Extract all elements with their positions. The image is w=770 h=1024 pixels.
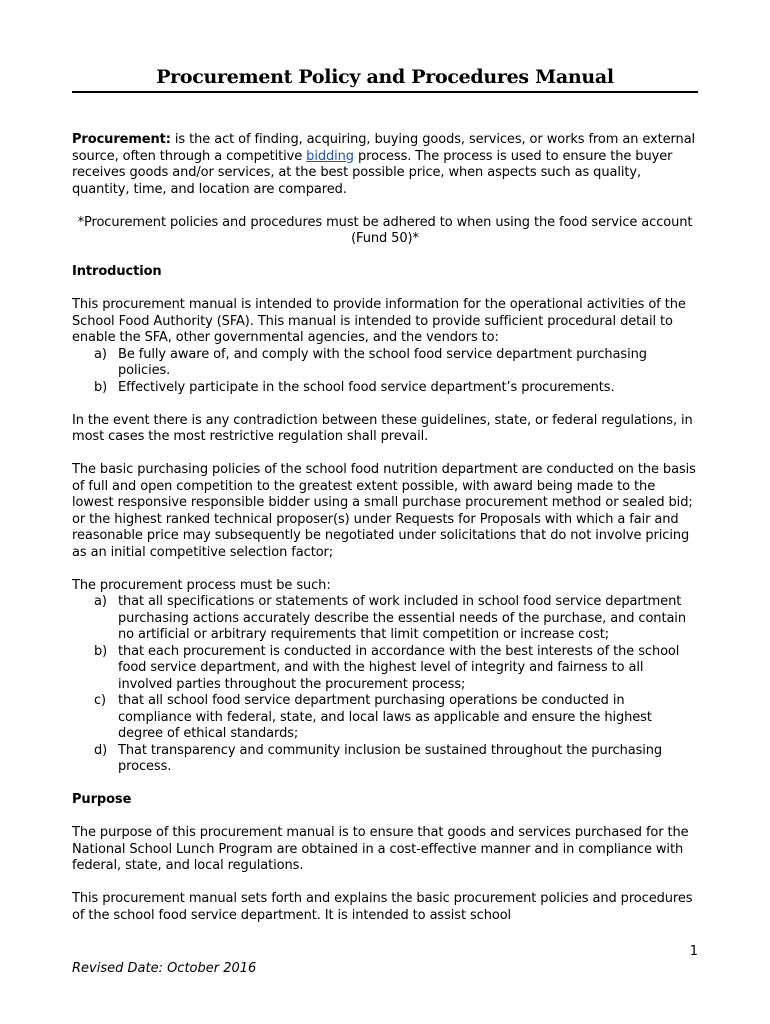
revised-date-footer: Revised Date: October 2016	[72, 961, 257, 976]
introduction-heading: Introduction	[72, 264, 162, 279]
document-title: Procurement Policy and Procedures Manual	[156, 66, 614, 88]
introduction-paragraph-2: In the event there is any contradiction between these guidelines, state, or federal regulations, in most cases the most restrictive regulation shall prevail.	[72, 412, 693, 444]
purpose-paragraph-1: The purpose of this procurement manual is to ensure that goods and services purchased for the National School Lunch Program are obtained in a cost-effective manner and in compliance with federal, state, and local regulations.	[72, 825, 689, 873]
list-item-text: Be fully aware of, and comply with the school food service department purchasing policies.	[118, 346, 647, 378]
list-marker: d)	[94, 742, 108, 758]
list-item-text: Effectively participate in the school food service department’s procurements.	[118, 379, 615, 395]
definition-text-2: process. The process is used to ensure the buyer receives goods and/or services, at the best possible price, when aspects such as quality, quantity, time, and location are compared.	[72, 148, 673, 197]
list-item	[72, 644, 698, 694]
definition-term: Procurement:	[72, 132, 171, 147]
introduction-paragraph-4: The procurement process must be such:	[72, 577, 331, 593]
introduction-paragraph-3: The basic purchasing policies of the school food nutrition department are conducted on the basis of full and open competition to the greatest extent possible, with award being made to the lowest responsive responsible bidder using a small purchase procurement method or sealed bid; or the highest ranked technical proposer(s) under Requests for Proposals with which a fair and reasonable price may subsequently be negotiated under solicitations that do not involve pricing as an initial competitive selection factor;	[72, 462, 696, 560]
list-item	[72, 380, 698, 397]
fund-notice: *Procurement policies and procedures must be adhered to when using the food service account (Fund 50)*	[77, 214, 693, 246]
list-marker: c)	[94, 693, 107, 708]
list-item-text: That transparency and community inclusion be sustained throughout the purchasing process.	[118, 742, 663, 774]
list-item	[72, 693, 698, 743]
title-underline	[72, 91, 698, 93]
list-marker: b)	[94, 643, 108, 659]
list-item	[72, 347, 698, 380]
list-item	[72, 594, 698, 644]
list-item-text: that each procurement is conducted in accordance with the best interests of the school food service department, and with the highest level of integrity and fairness to all involved parties throughout the procurement process;	[118, 643, 680, 692]
introduction-paragraph-1: This procurement manual is intended to provide information for the operational activities of the School Food Authority (SFA). This manual is intended to provide sufficient procedural detail to enable the SFA, other governmental agencies, and the vendors to:	[72, 297, 686, 345]
introduction-list-2	[72, 594, 698, 776]
list-marker: a)	[94, 346, 107, 362]
list-item	[72, 743, 698, 776]
list-item-text: that all specifications or statements of work included in school food service department purchasing actions accurately describe the essential needs of the purchase, and contain no artificial or arbitrary requirements that limit competition or increase cost;	[118, 594, 686, 642]
list-marker: a)	[94, 594, 107, 609]
page-number: 1	[689, 944, 698, 959]
bidding-link[interactable]: bidding	[306, 148, 354, 164]
definition-paragraph	[72, 132, 698, 198]
introduction-list-1	[72, 347, 698, 397]
list-marker: b)	[94, 379, 108, 395]
definition-text-1: is the act of finding, acquiring, buying goods, services, or works from an external source, often through a competitive	[72, 132, 696, 164]
list-item-text: that all school food service department purchasing operations be conducted in compliance with federal, state, and local laws as applicable and ensure the highest degree of ethical standards;	[118, 693, 652, 741]
purpose-heading: Purpose	[72, 792, 132, 807]
purpose-paragraph-2: This procurement manual sets forth and explains the basic procurement policies and procedures of the school food service department. It is intended to assist school	[72, 891, 693, 923]
document-body	[72, 132, 698, 941]
